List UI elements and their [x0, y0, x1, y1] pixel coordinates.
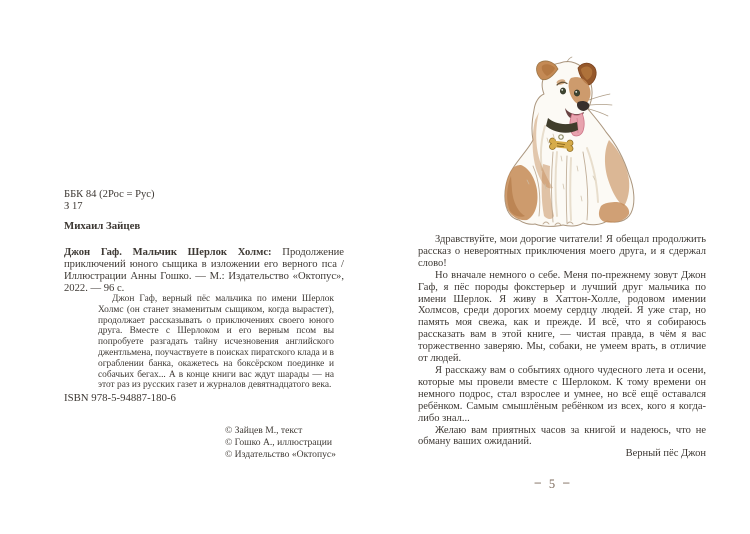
folio-number: 5 [548, 477, 556, 491]
bibliographic-details: Продолжение приключений юного сыщика в изложении его верного пса / Иллюстрации Анны Гошко. — М.: Издательство «Октопус», 2022. — 96 с. [64, 246, 344, 295]
copyright-line: © Зайцев М., текст [225, 425, 303, 436]
bbk-classification [64, 189, 155, 214]
paragraph: Желаю вам приятных часов за книгой и надеюсь, что не обману ваших ожиданий. [418, 424, 706, 448]
dog-illustration [497, 56, 659, 232]
page-number [492, 474, 612, 492]
bbk-line-2: З 17 [64, 201, 83, 213]
bbk-line-1: ББК 84 (2Рос = Рус) [64, 189, 155, 200]
signature-line: Верный пёс Джон [625, 448, 706, 460]
author-name: Михаил Зайцев [64, 220, 141, 232]
copyright-line: © Издательство «Октопус» [225, 449, 336, 461]
story-text [418, 234, 706, 460]
folio-dash-right: – [563, 474, 570, 489]
isbn: ISBN 978-5-94887-180-6 [64, 392, 176, 404]
paragraph: Я расскажу вам о событиях одного чудесного лета и осени, которые мы провели вместе с Шерлоком. К тому времени он немного подрос, стал взрослее и умнее, но всё ещё оставался ребёнком. Самым смышлёным ребёнком из всех, кого я когда-либо знал... [418, 364, 706, 424]
paragraph: Но вначале немного о себе. Меня по-прежнему зовут Джон Гаф, я пёс породы фокстерьер и лучший друг мальчика по имени Шерлок. Я живу в Хаттон-Холле, родовом имении Холмсов, среди дорогих моему сердцу людей. Я уже стар, но память моя свежа, как и прежде. И всё, что я собираюсь рассказать вам в этой книге, — чистая правда, в чём я вас торжественно заверяю. Мы, собаки, не умеем врать, в отличие от людей. [418, 269, 706, 365]
paragraph: Здравствуйте, мои дорогие читатели! Я обещал продолжить рассказ о невероятных приключения моего друга, и я сдержал слово! [418, 234, 706, 269]
copyright-block [225, 425, 336, 462]
annotation-text: Джон Гаф, верный пёс мальчика по имени Шерлок Холмс (он станет знаменитым сыщиком, когда вырастет), продолжает рассказывать о приключениях своего юного друга. Вместе с Шерлоком и его верным псом вы попробуете разгадать тайну исчезновения английского джентльмена, поучаствуете в поисках пиратского клада и в ограблении банка, окажетесь на боксёрском поединке и собачьих бегах... А в конце книги вас ждут шарады — на этот раз из русских газет и журналов девятнадцатого века. [98, 294, 334, 391]
folio-dash-left: – [534, 474, 541, 489]
copyright-line: © Гошко А., иллюстрации [225, 437, 332, 449]
fox-terrier-drawing [497, 56, 659, 232]
bibliographic-description [64, 247, 344, 296]
book-title: Джон Гаф. Мальчик Шерлок Холмс: [64, 246, 272, 258]
annotation-block [98, 294, 334, 391]
